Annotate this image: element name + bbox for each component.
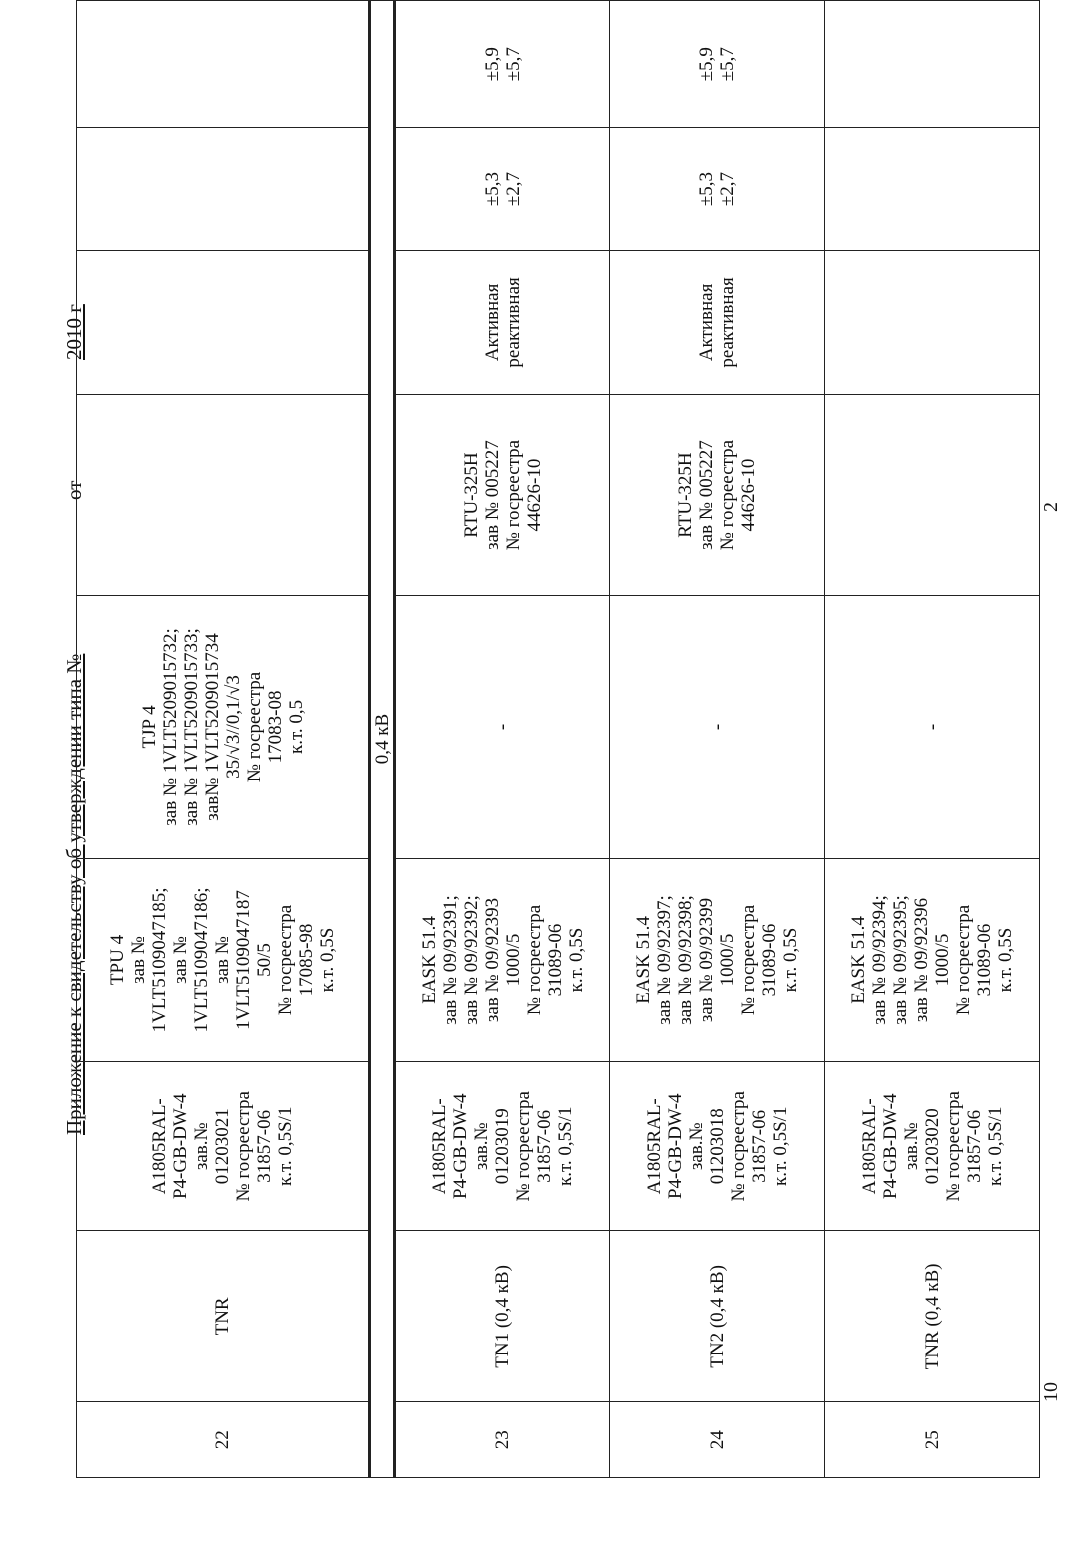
connection-name: TN1 (0,4 кВ)	[395, 1231, 610, 1402]
meter-cell: A1805RAL- P4-GB-DW-4 зав.№ 01203018 № госреестра 31857-06 к.т. 0,5S/1	[610, 1062, 825, 1231]
meter-cell: A1805RAL- P4-GB-DW-4 зав.№ 01203020 № госреестра 31857-06 к.т. 0,5S/1	[825, 1062, 1040, 1231]
equipment-table	[76, 0, 1040, 1478]
energy-type-cell: Активная реактивная	[610, 250, 825, 394]
row-number: 24	[610, 1402, 825, 1478]
energy-type-cell	[77, 250, 370, 394]
voltage-transformer-cell: -	[395, 596, 610, 859]
error-2-cell	[825, 1, 1040, 128]
current-transformer-cell: EASK 51.4 зав № 09/92394; зав № 09/92395; зав № 09/92396 1000/5 № госреестра 31089-06 к.т. 0,5S	[825, 858, 1040, 1061]
row-number: 22	[77, 1402, 370, 1478]
section-row	[370, 1, 395, 1478]
error-1-cell	[77, 128, 370, 250]
connection-name: TNR (0,4 кВ)	[825, 1231, 1040, 1402]
header-caption: Приложение к свидетельству об утверждении типа №	[62, 653, 86, 1135]
page-number: 2	[1040, 502, 1062, 512]
uspd-cell	[77, 395, 370, 596]
table-row	[77, 1, 370, 1478]
connection-name: TN2 (0,4 кВ)	[610, 1231, 825, 1402]
error-1-cell	[825, 128, 1040, 250]
voltage-transformer-cell: -	[825, 596, 1040, 859]
error-2-cell	[77, 1, 370, 128]
error-1-cell: ±5,3 ±2,7	[395, 128, 610, 250]
error-1-cell: ±5,3 ±2,7	[610, 128, 825, 250]
section-label: 0,4 кВ	[370, 1, 395, 1478]
footer-left-number: 10	[1040, 1382, 1062, 1402]
current-transformer-cell: TPU 4 зав № 1VLT5109047185; зав № 1VLT5109047186; зав № 1VLT5109047187 50/5 № госреестра 17085-98 к.т. 0,5S	[77, 858, 370, 1061]
energy-type-cell: Активная реактивная	[395, 250, 610, 394]
uspd-cell: RTU-325H зав № 005227 № госреестра 44626-10	[395, 395, 610, 596]
energy-type-cell	[825, 250, 1040, 394]
uspd-cell	[825, 395, 1040, 596]
header-from-label: от	[62, 480, 86, 500]
row-number: 23	[395, 1402, 610, 1478]
header-year: 2010 г	[62, 304, 86, 360]
error-2-cell: ±5,9 ±5,7	[610, 1, 825, 128]
table-row	[610, 1, 825, 1478]
meter-cell: A1805RAL- P4-GB-DW-4 зав.№ 01203019 № госреестра 31857-06 к.т. 0,5S/1	[395, 1062, 610, 1231]
uspd-cell: RTU-325H зав № 005227 № госреестра 44626-10	[610, 395, 825, 596]
table-row	[825, 1, 1040, 1478]
voltage-transformer-cell: TJP 4 зав № 1VLT5209015732; зав № 1VLT5209015733; зав№ 1VLT5209015734 35/√3//0,1/√3 № госреестра 17083-08 к.т. 0,5	[77, 596, 370, 859]
current-transformer-cell: EASK 51.4 зав № 09/92391; зав № 09/92392; зав № 09/92393 1000/5 № госреестра 31089-06 к.т. 0,5S	[395, 858, 610, 1061]
connection-name: TNR	[77, 1231, 370, 1402]
error-2-cell: ±5,9 ±5,7	[395, 1, 610, 128]
table-row	[395, 1, 610, 1478]
current-transformer-cell: EASK 51.4 зав № 09/92397; зав № 09/92398; зав № 09/92399 1000/5 № госреестра 31089-06 к.т. 0,5S	[610, 858, 825, 1061]
row-number: 25	[825, 1402, 1040, 1478]
meter-cell: A1805RAL- P4-GB-DW-4 зав.№ 01203021 № госреестра 31857-06 к.т. 0,5S/1	[77, 1062, 370, 1231]
voltage-transformer-cell: -	[610, 596, 825, 859]
